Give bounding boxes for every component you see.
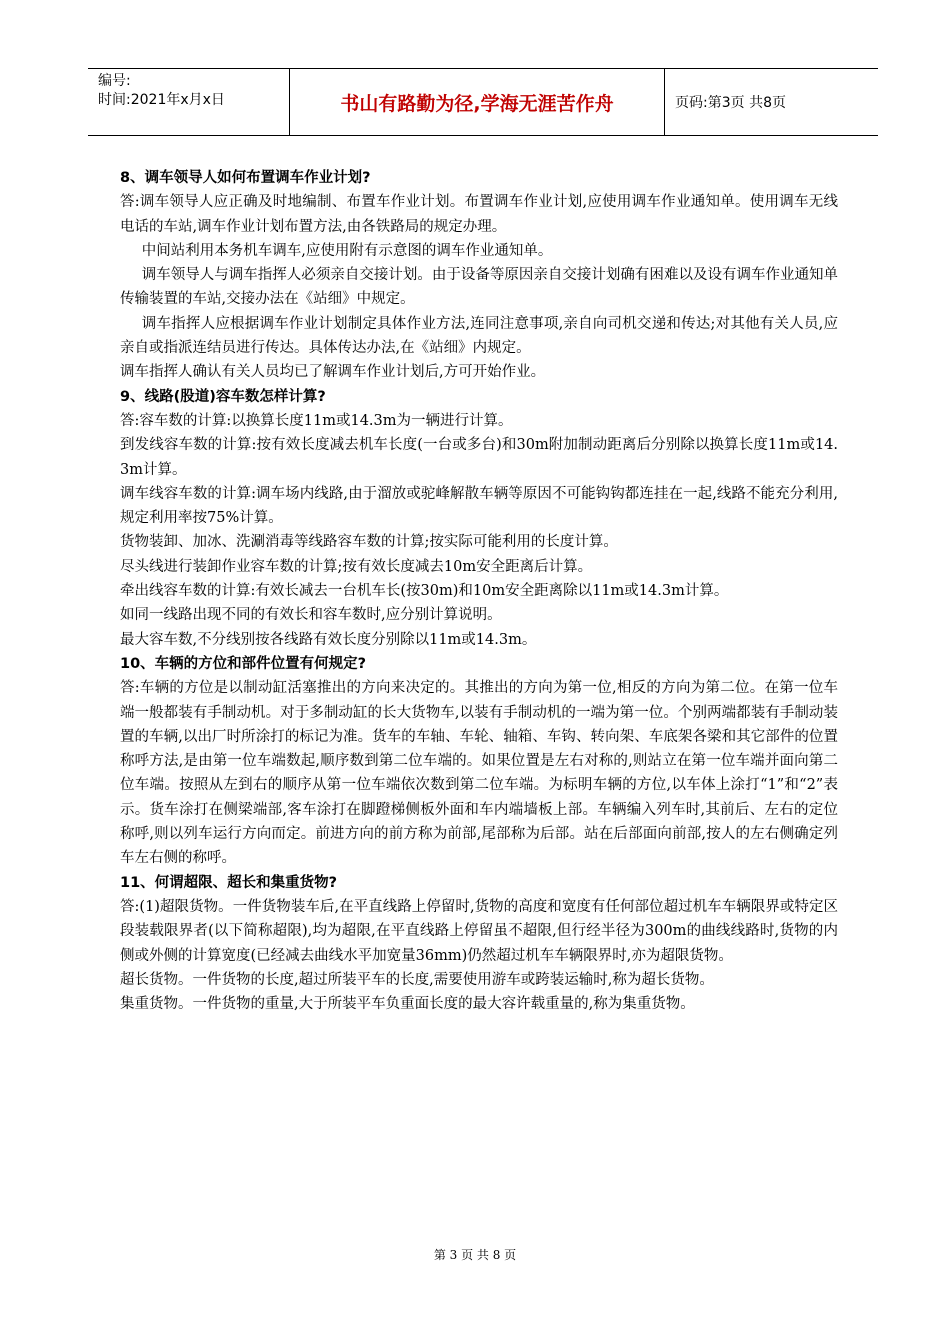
page-footer: 第 3 页 共 8 页 (433, 1248, 517, 1262)
paragraph: 牵出线容车数的计算:有效长减去一台机车长(按30m)和10m安全距离除以11m或14.3m计算。 (120, 583, 729, 600)
question-heading: 11、何谓超限、超长和集重货物? (120, 874, 338, 891)
paragraph: 超长货物。一件货物的长度,超过所装平车的长度,需要使用游车或跨装运输时,称为超长货物。 (120, 971, 714, 988)
paragraph: 到发线容车数的计算:按有效长度减去机车长度(一台或多台)和30m附加制动距离后分别除以换算长度11m或14.3m计算。 (120, 437, 838, 478)
document-body (120, 166, 838, 1016)
header-page-label: 页码:第3页 共8页 (675, 95, 786, 111)
paragraph: 答:(1)超限货物。一件货物装车后,在平直线路上停留时,货物的高度和宽度有任何部位超过机车车辆限界或特定区段装载限界者(以下简称超限),均为超限,在平直线路上停留虽不超限,但行经半径为300m的曲线线路时,货物的内侧或外侧的计算宽度(已经减去曲线水平加宽量36mm)仍然超过机车车辆限界时,亦为超限货物。 (120, 898, 838, 964)
header-motto: 书山有路勤为径,学海无涯苦作舟 (290, 69, 665, 135)
page-header (88, 68, 878, 136)
paragraph: 货物装卸、加冰、洗涮消毒等线路容车数的计算;按实际可能利用的长度计算。 (120, 534, 618, 551)
paragraph: 尽头线进行装卸作业容车数的计算;按有效长度减去10m安全距离后计算。 (120, 558, 593, 575)
paragraph: 调车指挥人确认有关人员均已了解调车作业计划后,方可开始作业。 (120, 364, 546, 381)
paragraph: 答:容车数的计算:以换算长度11m或14.3m为一辆进行计算。 (120, 412, 513, 429)
header-meta (88, 69, 290, 135)
paragraph: 答:调车领导人应正确及时地编制、布置车作业计划。布置调车作业计划,应使用调车作业通知单。使用调车无线电话的车站,调车作业计划布置方法,由各铁路局的规定办理。 (120, 194, 838, 235)
question-heading: 9、线路(股道)容车数怎样计算? (120, 388, 326, 405)
time-label: 时间:2021年x月x日 (98, 92, 225, 108)
paragraph: 集重货物。一件货物的重量,大于所装平车负重面长度的最大容许载重量的,称为集重货物。 (120, 996, 695, 1013)
paragraph: 调车指挥人应根据调车作业计划制定具体作业方法,连同注意事项,亲自向司机交递和传达;对其他有关人员,应亲自或指派连结员进行传达。具体传达办法,在《站细》内规定。 (120, 315, 838, 357)
paragraph: 调车领导人与调车指挥人必须亲自交接计划。由于设备等原因亲自交接计划确有困难以及设有调车作业通知单传输装置的车站,交接办法在《站细》中规定。 (120, 267, 838, 308)
question-heading: 10、车辆的方位和部件位置有何规定? (120, 655, 367, 672)
paragraph: 答:车辆的方位是以制动缸活塞推出的方向来决定的。其推出的方向为第一位,相反的方向为第二位。在第一位车端一般都装有手制动机。对于多制动缸的长大货物车,以装有手制动机的一端为第一位。个别两端都装有手制动装置的车辆,以出厂时所涂打的标记为准。货车的车轴、车轮、轴箱、车钩、转向架、车底架各梁和其它部件的位置称呼方法,是由第一位车端数起,顺序数到第二位车端的。如果位置是左右对称的,则站立在第一位车端并面向第二位车端。按照从左到右的顺序从第一位车端依次数到第二位车端。为标明车辆的方位,以车体上涂打“1”和“2”表示。货车涂打在侧梁端部,客车涂打在脚蹬梯侧板外面和车内端墙板上部。车辆编入列车时,其前后、左右的定位称呼,则以列车运行方向而定。前进方向的前方称为前部,尾部称为后部。站在后部面向前部,按人的左右侧确定列车左右侧的称呼。 (120, 680, 838, 867)
question-heading: 8、调车领导人如何布置调车作业计划? (120, 170, 371, 186)
paragraph: 最大容车数,不分线别按各线路有效长度分别除以11m或14.3m。 (120, 631, 537, 648)
paragraph: 中间站利用本务机车调车,应使用附有示意图的调车作业通知单。 (141, 242, 553, 259)
paragraph: 调车线容车数的计算:调车场内线路,由于溜放或驼峰解散车辆等原因不可能钩钩都连挂在一起,线路不能充分利用,规定利用率按75%计算。 (120, 485, 838, 527)
paragraph: 如同一线路出现不同的有效长和容车数时,应分别计算说明。 (120, 607, 502, 624)
number-label: 编号: (98, 73, 131, 89)
